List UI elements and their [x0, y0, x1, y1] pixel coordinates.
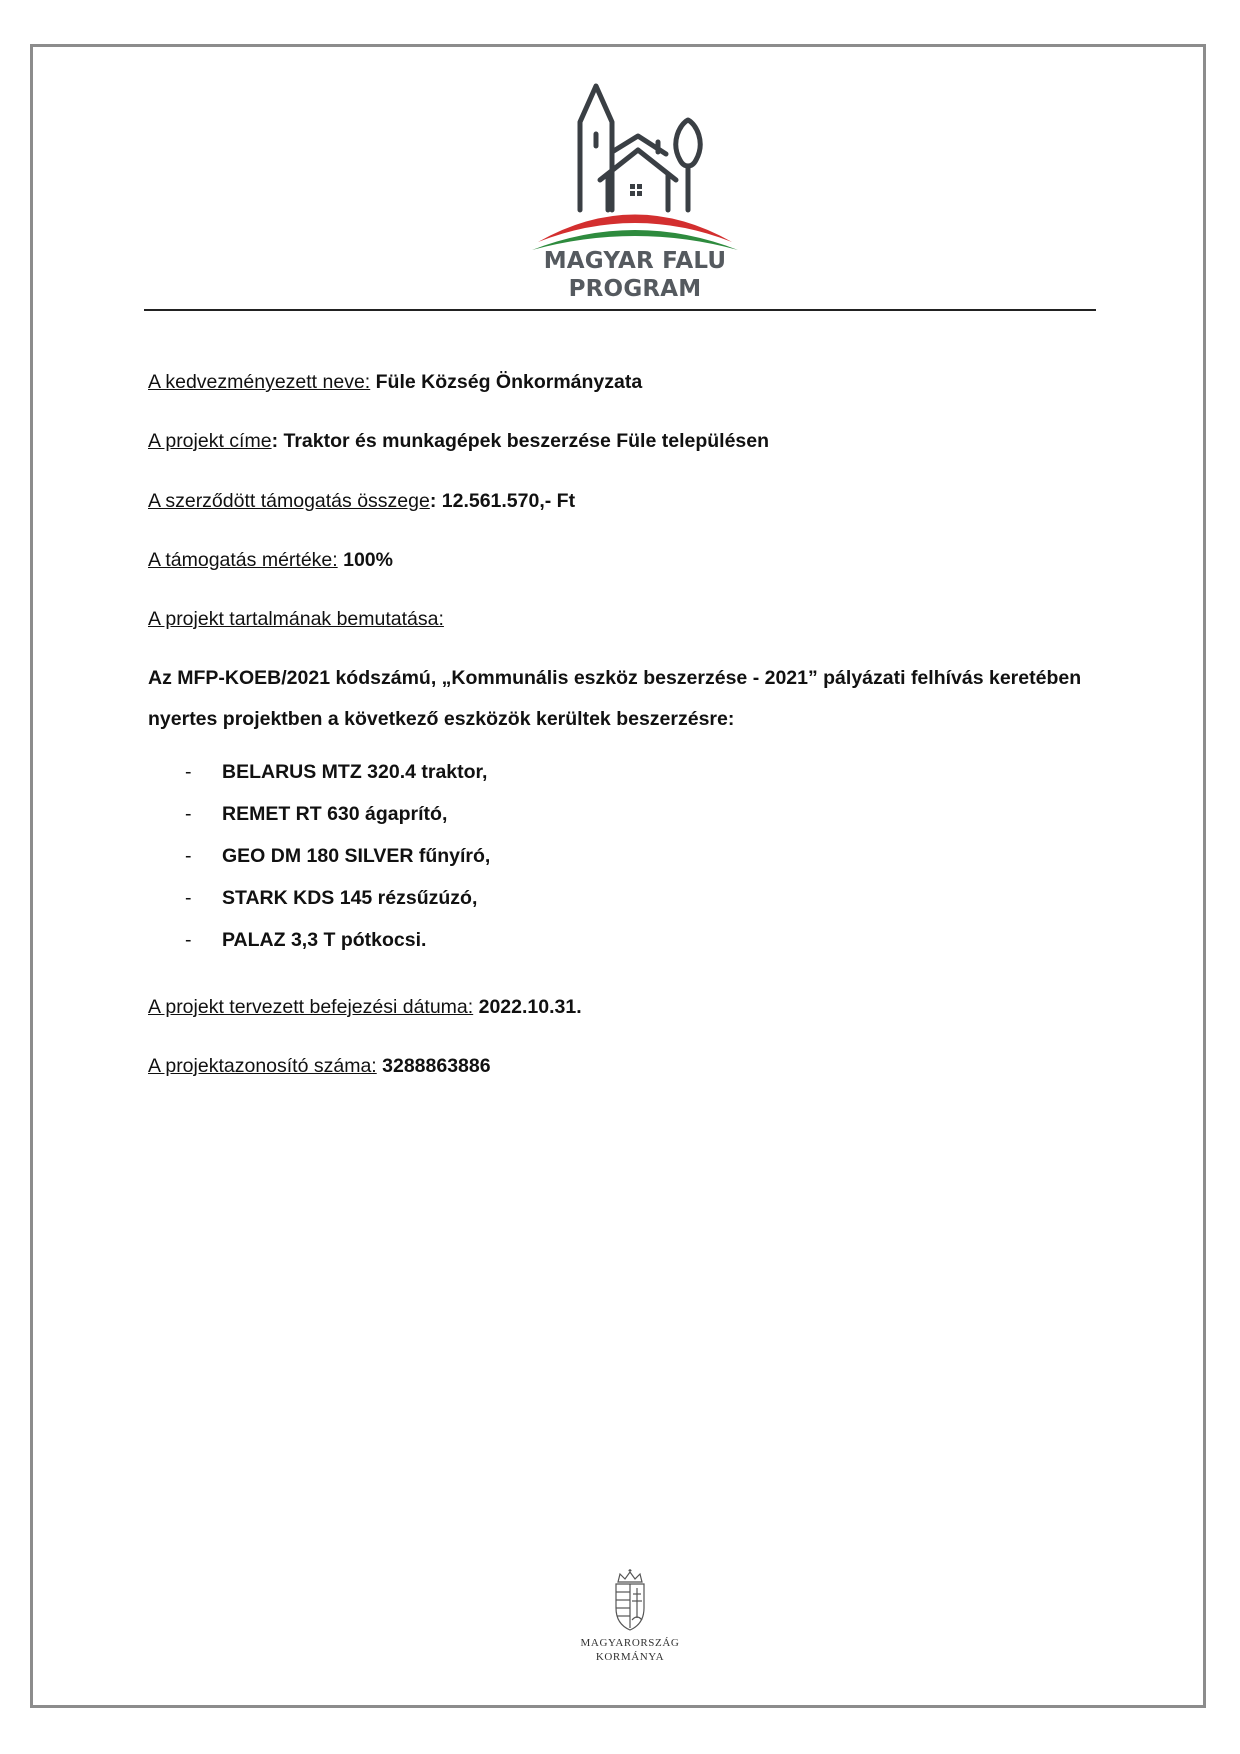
- grant-amount-value: 12.561.570,- Ft: [441, 490, 576, 512]
- project-id-label: A projektazonosító száma:: [148, 1055, 377, 1077]
- village-church-icon: [530, 82, 740, 252]
- support-rate-value: 100%: [343, 549, 393, 571]
- logo-line-1: MAGYAR FALU: [543, 248, 727, 274]
- government-line-2: KORMÁNYA: [595, 1651, 665, 1663]
- project-id-value: 3288863886: [382, 1055, 491, 1077]
- list-dash: -: [185, 929, 192, 951]
- support-rate-row: [148, 548, 393, 572]
- logo-text: [530, 247, 740, 303]
- description-line-1: Az MFP-KOEB/2021 kódszámú, „Kommunális eszköz beszerzése - 2021” pályázati felhívás keretében: [148, 667, 1082, 689]
- logo-line-2: PROGRAM: [568, 276, 702, 302]
- project-title-colon: :: [271, 430, 279, 452]
- description-line-2: nyertes projektben a következő eszközök kerültek beszerzésre:: [148, 708, 735, 730]
- list-dash: -: [185, 761, 192, 783]
- beneficiary-value: Füle Község Önkormányzata: [375, 371, 643, 393]
- list-dash: -: [185, 887, 192, 909]
- end-date-label: A projekt tervezett befejezési dátuma:: [148, 996, 474, 1018]
- list-item-text: BELARUS MTZ 320.4 traktor,: [222, 761, 488, 783]
- government-line-1: MAGYARORSZÁG: [580, 1637, 680, 1649]
- project-content-row: [148, 607, 444, 631]
- project-id-row: [148, 1054, 491, 1078]
- project-title-value: Traktor és munkagépek beszerzése Füle településen: [283, 430, 770, 452]
- grant-amount-label: A szerződött támogatás összege: [148, 490, 430, 512]
- project-title-row: [148, 429, 769, 453]
- beneficiary-row: [148, 370, 642, 394]
- support-rate-label: A támogatás mértéke:: [148, 549, 338, 571]
- list-item-text: REMET RT 630 ágaprító,: [222, 803, 448, 825]
- project-content-label: A projekt tartalmának bemutatása:: [148, 608, 444, 630]
- magyar-falu-program-logo: [530, 82, 740, 307]
- end-date-value: 2022.10.31.: [478, 996, 582, 1018]
- end-date-row: [148, 995, 582, 1019]
- grant-amount-row: [148, 489, 575, 513]
- list-dash: -: [185, 845, 192, 867]
- list-item-text: PALAZ 3,3 T pótkocsi.: [222, 929, 427, 951]
- grant-amount-colon: :: [429, 490, 437, 512]
- project-title-label: A projekt címe: [148, 430, 272, 452]
- coat-of-arms-icon: [580, 1568, 680, 1634]
- beneficiary-label: A kedvezményezett neve:: [148, 371, 371, 393]
- government-logo: [580, 1568, 680, 1678]
- list-item-text: STARK KDS 145 rézsűzúzó,: [222, 887, 478, 909]
- header-divider: [144, 309, 1096, 311]
- government-text: [580, 1636, 680, 1664]
- list-dash: -: [185, 803, 192, 825]
- list-item-text: GEO DM 180 SILVER fűnyíró,: [222, 845, 491, 867]
